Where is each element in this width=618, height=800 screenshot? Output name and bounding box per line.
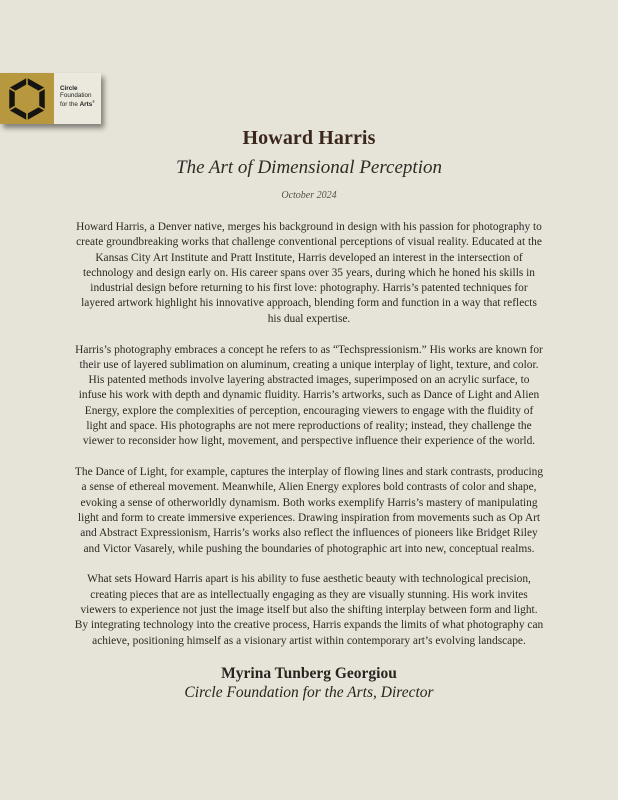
article-body [74, 220, 544, 664]
publication-date: October 2024 [281, 190, 337, 201]
logo-mark [0, 73, 54, 124]
paragraph-3: The Dance of Light, for example, captures the interplay of flowing lines and stark contrasts, producing a sense of ethereal movement. Meanwhile, Alien Energy explores bold contrasts of color and shape, evoking a sense of otherworldly dynamism. Both works exemplify Harris’s mastery of manipulating light and form to create immersive experiences. Drawing inspiration from movements such as Op Art and Abstract Expressionism, Harris’s works also reflect the influences of pioneers like Bridget Riley and Victor Vasarely, while pushing the boundaries of photographic art into new, conceptual realms. [74, 466, 544, 555]
circle-foundation-logo [0, 73, 101, 124]
paragraph-1: Howard Harris, a Denver native, merges his background in design with his passion for photography to create groundbreaking works that challenge conventional perceptions of visual reality. Educated at the Kansas City Art Institute and Pratt Institute, Harris developed an interest in the intersection of technology and design early on. His career spans over 35 years, during which he honed his skills in industrial design before returning to his first love: photography. Harris’s patented techniques for layered artwork highlight his innovative approach, blending form and function in a way that reflects his dual expertise. [76, 221, 542, 325]
logo-line-3: for the Arts® [60, 100, 95, 109]
logo-line-2: Foundation [60, 92, 92, 100]
page-title: Howard Harris [242, 127, 376, 149]
page-subtitle: The Art of Dimensional Perception [176, 157, 442, 178]
hexagon-ring-icon [7, 78, 47, 120]
logo-line-1: Circle [60, 85, 78, 92]
signature-role: Circle Foundation for the Arts, Director [184, 684, 434, 701]
logo-wordmark [54, 73, 101, 124]
paragraph-4: What sets Howard Harris apart is his ability to fuse aesthetic beauty with technological precision, creating pieces that are as intellectually engaging as they are visually stunning. His work invites viewers to experience not just the image itself but also the shifting interplay between form and light. By integrating technology into the creative process, Harris expands the limits of what photography can achieve, positioning himself as a visionary artist within contemporary art’s evolving landscape. [74, 573, 544, 647]
signature-name: Myrina Tunberg Georgiou [221, 665, 397, 682]
paragraph-2: Harris’s photography embraces a concept he refers to as “Techspressionism.” His works are known for their use of layered sublimation on aluminum, creating a unique interplay of light, texture, and color. His patented methods involve layering abstracted images, superimposed on an acrylic surface, to infuse his work with depth and dynamic fluidity. Harris’s artworks, such as Dance of Light and Alien Energy, explore the complexities of perception, encouraging viewers to engage with the fluidity of light and space. His photographs are not mere reproductions of reality; instead, they challenge the viewer to reconsider how light, movement, and perspective influence their experience of the world. [75, 343, 543, 448]
